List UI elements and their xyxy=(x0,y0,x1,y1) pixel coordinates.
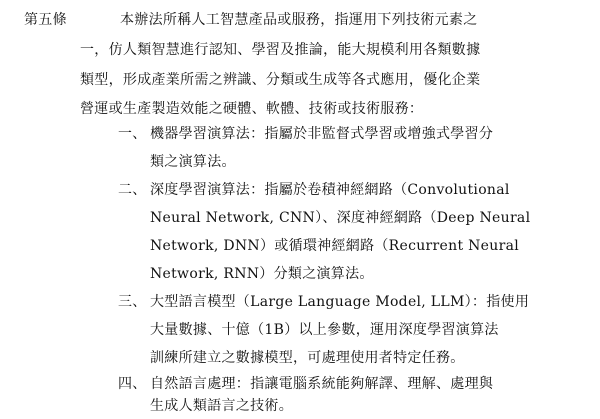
item-line: Neural Network, CNN）、深度神經網路（Deep Neural xyxy=(150,210,531,226)
item-number: 一、 xyxy=(118,126,147,142)
article-line: 一，仿人類智慧進行認知、學習及推論，能大規模利用各類數據 xyxy=(80,42,481,58)
item-line: 機器學習演算法：指屬於非監督式學習或增強式學習分 xyxy=(150,126,494,142)
item-line: 大量數據、十億（1B）以上參數，運用深度學習演算法 xyxy=(150,322,499,338)
item-line: 大型語言模型（Large Language Model, LLM）：指使用 xyxy=(150,294,530,310)
item-line: 深度學習演算法：指屬於卷積神經網路（Convolutional xyxy=(150,182,510,198)
article-line: 營運或生產製造效能之硬體、軟體、技術或技術服務： xyxy=(80,101,424,117)
item-number: 二、 xyxy=(118,182,147,198)
item-line: 自然語言處理：指讓電腦系統能夠解譯、理解、處理與 xyxy=(150,376,494,392)
article-number: 第五條 xyxy=(24,12,67,28)
item-line: Network, RNN）分類之演算法。 xyxy=(150,266,374,282)
item-line: 生成人類語言之技術。 xyxy=(150,398,293,414)
article-line: 本辦法所稱人工智慧產品或服務，指運用下列技術元素之 xyxy=(120,12,478,28)
article-line: 類型，形成產業所需之辨識、分類或生成等各式應用，優化企業 xyxy=(80,72,481,88)
item-line: 訓練所建立之數據模型，可處理使用者特定任務。 xyxy=(150,350,465,366)
item-number: 三、 xyxy=(118,294,147,310)
item-number: 四、 xyxy=(118,376,147,392)
item-line: 類之演算法。 xyxy=(150,154,236,170)
item-line: Network, DNN）或循環神經網路（Recurrent Neural xyxy=(150,238,519,254)
